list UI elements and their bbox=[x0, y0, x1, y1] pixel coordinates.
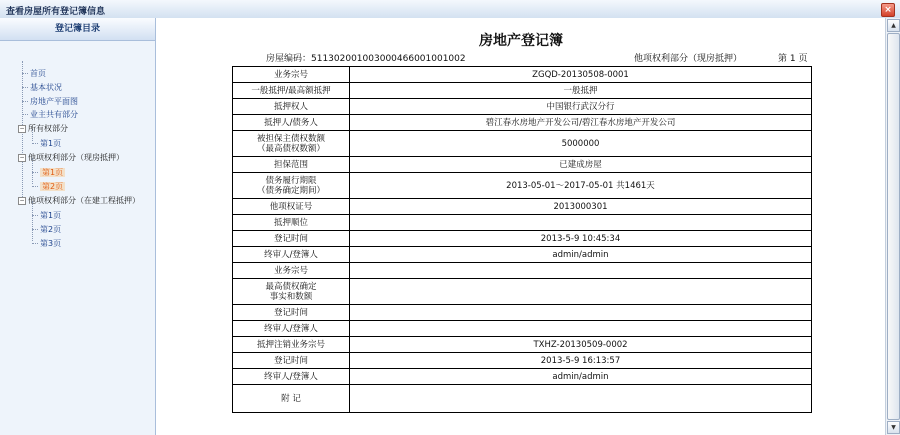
row-value bbox=[350, 321, 812, 337]
table-row bbox=[233, 263, 812, 279]
table-row bbox=[233, 115, 812, 131]
row-label: 被担保主债权数额 （最高债权数额） bbox=[233, 131, 350, 157]
row-value: 2013-5-9 10:45:34 bbox=[350, 231, 812, 247]
tree-item-label: 第2页 bbox=[40, 225, 62, 234]
vertical-scrollbar[interactable] bbox=[885, 18, 900, 435]
table-row bbox=[233, 83, 812, 99]
row-value: 2013000301 bbox=[350, 199, 812, 215]
row-value: admin/admin bbox=[350, 247, 812, 263]
row-value bbox=[350, 279, 812, 305]
tree-item-label: 第1页 bbox=[42, 168, 64, 177]
tree-item-label: 他项权利部分（在建工程抵押） bbox=[28, 196, 140, 205]
row-value: 5000000 bbox=[350, 131, 812, 157]
tree-page-item[interactable] bbox=[30, 82, 62, 93]
row-label: 附 记 bbox=[233, 385, 350, 413]
tree-connector bbox=[22, 73, 28, 74]
collapse-icon[interactable]: − bbox=[19, 153, 25, 161]
tree-connector bbox=[32, 215, 38, 216]
tree-item-label: 房地产平面图 bbox=[30, 97, 78, 106]
scrollbar-thumb[interactable] bbox=[887, 33, 900, 420]
tree-item-label: 他项权利部分（现房抵押） bbox=[28, 153, 124, 162]
sidebar bbox=[0, 18, 156, 435]
register-document bbox=[156, 18, 886, 435]
row-label: 一般抵押/最高额抵押 bbox=[233, 83, 350, 99]
table-row bbox=[233, 99, 812, 115]
row-label: 终审人/登簿人 bbox=[233, 247, 350, 263]
row-label: 抵押顺位 bbox=[233, 215, 350, 231]
collapse-icon[interactable]: − bbox=[19, 124, 25, 132]
tree-page-item[interactable] bbox=[40, 238, 61, 249]
table-row bbox=[233, 131, 812, 157]
table-row bbox=[233, 353, 812, 369]
row-value: ZGQD-20130508-0001 bbox=[350, 67, 812, 83]
close-button[interactable]: × bbox=[881, 3, 895, 17]
row-value: 一般抵押 bbox=[350, 83, 812, 99]
row-label: 业务宗号 bbox=[233, 263, 350, 279]
tree-page-item[interactable] bbox=[30, 96, 78, 107]
tree-page-item[interactable] bbox=[30, 68, 46, 79]
tree-connector bbox=[32, 143, 38, 144]
table-row bbox=[233, 369, 812, 385]
tree-group-item[interactable] bbox=[18, 195, 140, 206]
tree-page-item[interactable] bbox=[40, 224, 61, 235]
table-row bbox=[233, 385, 812, 413]
table-row bbox=[233, 231, 812, 247]
row-label: 抵押注销业务宗号 bbox=[233, 337, 350, 353]
tree-group-item[interactable] bbox=[18, 123, 68, 134]
tree-item-label: 第2页 bbox=[42, 182, 64, 191]
page-number: 第 1 页 bbox=[778, 54, 808, 64]
tree-connector bbox=[32, 243, 38, 244]
tree-page-item[interactable] bbox=[40, 167, 65, 178]
row-value: 中国银行武汉分行 bbox=[350, 99, 812, 115]
tree-connector bbox=[22, 114, 28, 115]
table-row bbox=[233, 215, 812, 231]
row-label: 终审人/登簿人 bbox=[233, 321, 350, 337]
window-title: 查看房屋所有登记簿信息 bbox=[6, 7, 106, 17]
tree-item-label: 首页 bbox=[30, 69, 46, 78]
tree-connector bbox=[32, 201, 33, 241]
tree-page-item[interactable] bbox=[40, 138, 61, 149]
scroll-down-icon[interactable]: ▼ bbox=[887, 421, 900, 434]
table-row bbox=[233, 199, 812, 215]
tree-connector bbox=[32, 172, 38, 173]
row-label: 担保范围 bbox=[233, 157, 350, 173]
tree-item-label: 基本状况 bbox=[30, 83, 62, 92]
tree-item-label: 第3页 bbox=[40, 239, 62, 248]
table-row bbox=[233, 173, 812, 199]
tree-connector bbox=[32, 186, 38, 187]
row-label: 业务宗号 bbox=[233, 67, 350, 83]
table-row bbox=[233, 157, 812, 173]
tree-connector bbox=[32, 229, 38, 230]
row-value: 已建成房屋 bbox=[350, 157, 812, 173]
window-titlebar bbox=[0, 0, 900, 19]
row-value: admin/admin bbox=[350, 369, 812, 385]
row-value bbox=[350, 385, 812, 413]
row-value: TXHZ-20130509-0002 bbox=[350, 337, 812, 353]
tree-item-label: 业主共有部分 bbox=[30, 110, 78, 119]
row-value: 碧江春水房地产开发公司/碧江春水房地产开发公司 bbox=[350, 115, 812, 131]
row-label: 登记时间 bbox=[233, 353, 350, 369]
house-code: 房屋编码：511302001003000466001001002 bbox=[266, 54, 466, 64]
row-label: 抵押人/债务人 bbox=[233, 115, 350, 131]
tree-connector bbox=[22, 87, 28, 88]
table-row bbox=[233, 247, 812, 263]
collapse-icon[interactable]: − bbox=[19, 196, 25, 204]
table-row bbox=[233, 337, 812, 353]
row-label: 最高债权确定 事实和数额 bbox=[233, 279, 350, 305]
table-row bbox=[233, 67, 812, 83]
row-value: 2013-05-01～2017-05-01 共1461天 bbox=[350, 173, 812, 199]
table-row bbox=[233, 321, 812, 337]
tree-item-label: 第1页 bbox=[40, 211, 62, 220]
row-value bbox=[350, 305, 812, 321]
tree-item-label: 所有权部分 bbox=[28, 124, 68, 133]
sidebar-header: 登记簿目录 bbox=[0, 18, 155, 41]
row-label: 登记时间 bbox=[233, 231, 350, 247]
row-label: 债务履行期限 （债务确定期间） bbox=[233, 173, 350, 199]
row-value: 2013-5-9 16:13:57 bbox=[350, 353, 812, 369]
row-value bbox=[350, 263, 812, 279]
scroll-up-icon[interactable]: ▲ bbox=[887, 19, 900, 32]
row-label: 他项权证号 bbox=[233, 199, 350, 215]
row-label: 抵押权人 bbox=[233, 99, 350, 115]
row-label: 终审人/登簿人 bbox=[233, 369, 350, 385]
tree-item-label: 第1页 bbox=[40, 139, 62, 148]
row-label: 登记时间 bbox=[233, 305, 350, 321]
section-name: 他项权利部分（现房抵押） bbox=[634, 54, 743, 64]
document-title: 房地产登记簿 bbox=[479, 33, 563, 49]
table-row bbox=[233, 279, 812, 305]
table-row bbox=[233, 305, 812, 321]
tree-page-item[interactable] bbox=[40, 181, 65, 192]
tree-connector bbox=[22, 101, 28, 102]
register-table bbox=[232, 66, 812, 413]
tree-page-item[interactable] bbox=[40, 210, 61, 221]
tree-group-item[interactable] bbox=[18, 152, 124, 163]
row-value bbox=[350, 215, 812, 231]
tree-page-item[interactable] bbox=[30, 109, 78, 120]
